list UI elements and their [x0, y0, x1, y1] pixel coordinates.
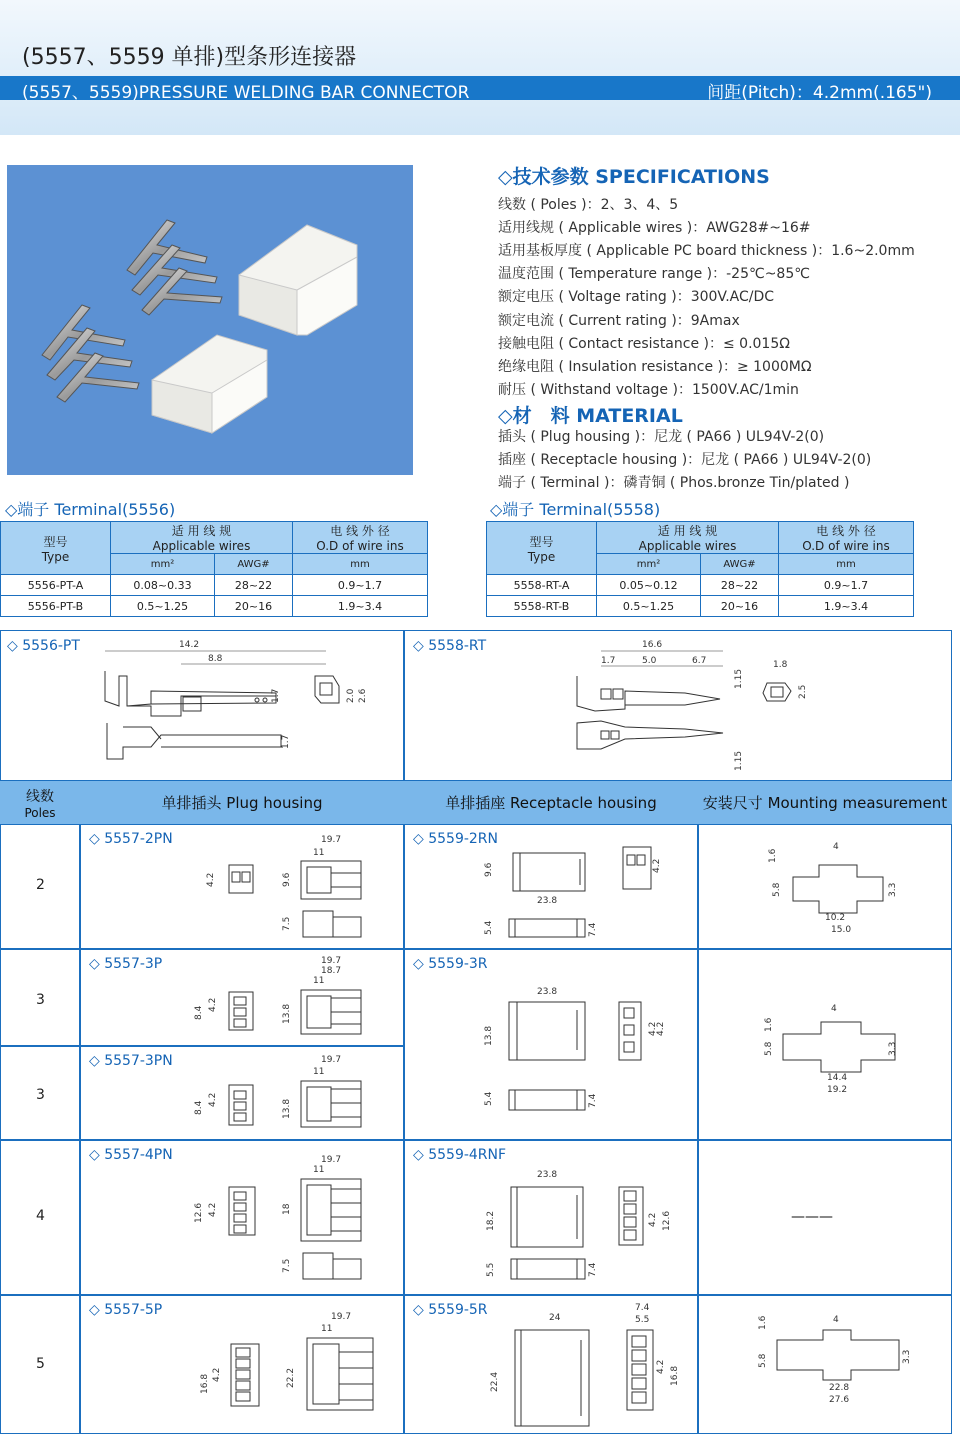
svg-text:4: 4: [833, 1315, 839, 1325]
svg-text:24: 24: [549, 1313, 561, 1323]
part-label: ◇ 5557-3PN: [89, 1053, 173, 1069]
specs-heading: ◇技术参数 SPECIFICATIONS: [498, 166, 770, 188]
svg-text:1.7: 1.7: [281, 734, 291, 749]
svg-text:5.8: 5.8: [764, 1041, 774, 1056]
receptacle-cell: [404, 1140, 698, 1295]
table-cell: 5556-PT-B: [1, 596, 111, 617]
svg-text:5.4: 5.4: [484, 1091, 494, 1106]
plug-cell: [80, 1046, 404, 1140]
svg-text:5.5: 5.5: [635, 1315, 650, 1325]
svg-text:18: 18: [282, 1203, 292, 1215]
svg-text:1.6: 1.6: [764, 1017, 774, 1032]
spec-line: 适用线规 ( Applicable wires )：AWG28#~16#: [498, 220, 811, 236]
pitch-label: 间距(Pitch)：4.2mm(.165"): [707, 83, 932, 103]
pole-count: 5: [36, 1356, 45, 1372]
grid-header-plug: 单排插头 Plug housing: [80, 781, 404, 824]
table-cell: 0.08~0.33: [111, 575, 215, 596]
table-subheader: mm²: [597, 554, 701, 575]
spec-line: 额定电压 ( Voltage rating )：300V.AC/DC: [498, 289, 775, 305]
table-cell: 20~16: [701, 596, 779, 617]
pole-count: 3: [36, 1087, 45, 1103]
part-label: ◇ 5559-4RNF: [413, 1147, 507, 1163]
svg-text:19.7: 19.7: [321, 956, 342, 966]
table-header: 型号 Type: [487, 522, 597, 575]
table-cell: 5556-PT-A: [1, 575, 111, 596]
terminal-5558-drawing: [404, 630, 952, 781]
svg-text:7.4: 7.4: [588, 1093, 598, 1108]
table-cell: 0.9~1.7: [779, 575, 914, 596]
table-cell: 1.9~3.4: [779, 596, 914, 617]
pole-cell: [0, 1295, 80, 1434]
svg-text:7.5: 7.5: [282, 1258, 292, 1273]
svg-text:2.6: 2.6: [358, 688, 368, 703]
spec-line: 接触电阻 ( Contact resistance )：≤ 0.015Ω: [498, 336, 790, 352]
header-bar: [0, 76, 960, 103]
pole-cell: [0, 1140, 80, 1295]
table-row: [487, 575, 914, 596]
table-row: [487, 596, 914, 617]
svg-text:13.8: 13.8: [282, 1098, 292, 1119]
material-line: 插头 ( Plug housing )：尼龙 ( PA66 ) UL94V-2(0): [498, 429, 825, 445]
spec-line: 额定电流 ( Current rating )：9Amax: [498, 313, 740, 329]
table-subheader: mm: [779, 554, 914, 575]
svg-text:1.15: 1.15: [734, 750, 744, 771]
plug-cell: [80, 824, 404, 949]
svg-text:3.3: 3.3: [888, 882, 898, 897]
svg-text:7.4: 7.4: [588, 1262, 598, 1277]
material-heading: ◇材 料 MATERIAL: [498, 405, 683, 427]
svg-text:5.8: 5.8: [772, 882, 782, 897]
plug-cell: [80, 1295, 404, 1434]
svg-text:1.8: 1.8: [773, 660, 788, 670]
pole-cell: [0, 949, 80, 1046]
spec-line: 线数 ( Poles )：2、3、4、5: [498, 197, 679, 213]
terminal-5556-table: [0, 521, 428, 617]
svg-text:16.6: 16.6: [642, 640, 663, 650]
table-subheader: AWG#: [701, 554, 779, 575]
svg-text:23.8: 23.8: [537, 1170, 558, 1180]
svg-text:9.6: 9.6: [484, 862, 494, 877]
plug-cell: [80, 1140, 404, 1295]
table-subheader: mm²: [111, 554, 215, 575]
svg-text:3.3: 3.3: [902, 1349, 912, 1364]
svg-text:10.2: 10.2: [825, 913, 846, 923]
svg-text:6.7: 6.7: [692, 656, 707, 666]
svg-text:22.4: 22.4: [490, 1371, 500, 1392]
svg-text:11: 11: [313, 1067, 325, 1077]
page-subtitle: (5557、5559)PRESSURE WELDING BAR CONNECTOR: [22, 83, 470, 103]
svg-text:2.0: 2.0: [346, 688, 356, 703]
svg-text:4.2: 4.2: [208, 1202, 218, 1217]
table-cell: 20~16: [215, 596, 293, 617]
material-line: 插座 ( Receptacle housing )：尼龙 ( PA66 ) UL94V-2(0): [498, 452, 872, 468]
svg-text:16.8: 16.8: [200, 1373, 210, 1394]
svg-text:4.2: 4.2: [648, 1021, 658, 1036]
table-cell: 0.9~1.7: [293, 575, 428, 596]
svg-text:19.7: 19.7: [321, 1155, 342, 1165]
svg-text:11: 11: [321, 1324, 333, 1334]
mounting-cell: [698, 1295, 952, 1434]
drawing-label: ◇ 5558-RT: [413, 638, 487, 654]
table-cell: 28~22: [701, 575, 779, 596]
part-label: ◇ 5557-3P: [89, 956, 163, 972]
table-subheader: mm: [293, 554, 428, 575]
svg-text:5.8: 5.8: [758, 1353, 768, 1368]
svg-text:4: 4: [833, 842, 839, 852]
svg-text:1.7: 1.7: [601, 656, 616, 666]
terminal-5558-heading: ◇端子 Terminal(5558): [490, 500, 661, 519]
pole-count: 2: [36, 877, 45, 893]
part-label: ◇ 5559-5R: [413, 1302, 488, 1318]
svg-text:15.0: 15.0: [831, 925, 852, 935]
svg-text:4.2: 4.2: [212, 1367, 222, 1382]
svg-text:7.4: 7.4: [588, 922, 598, 937]
svg-text:4: 4: [831, 1004, 837, 1014]
svg-text:13.8: 13.8: [282, 1003, 292, 1024]
mounting-cell: [698, 1140, 952, 1295]
table-header: 适 用 线 规 Applicable wires: [597, 522, 779, 554]
svg-text:23.8: 23.8: [537, 987, 558, 997]
grid-header-receptacle: 单排插座 Receptacle housing: [404, 781, 698, 824]
table-header: 型号 Type: [1, 522, 111, 575]
part-label: ◇ 5557-2PN: [89, 831, 173, 847]
svg-text:27.6: 27.6: [829, 1395, 850, 1405]
svg-text:4.2: 4.2: [652, 858, 662, 873]
svg-text:4.2: 4.2: [656, 1359, 666, 1374]
page-title: (5557、5559 单排)型条形连接器: [22, 45, 357, 70]
svg-text:19.7: 19.7: [321, 835, 342, 845]
grid-header-poles: 线数 Poles: [0, 781, 80, 824]
svg-text:11: 11: [313, 848, 325, 858]
pole-cell: [0, 1046, 80, 1140]
table-header: 适 用 线 规 Applicable wires: [111, 522, 293, 554]
svg-text:1.6: 1.6: [768, 848, 778, 863]
svg-text:19.7: 19.7: [321, 1055, 342, 1065]
spec-line: 绝缘电阻 ( Insulation resistance )：≥ 1000MΩ: [498, 359, 812, 375]
svg-text:22.2: 22.2: [286, 1367, 296, 1388]
svg-text:12.6: 12.6: [194, 1202, 204, 1223]
page-header: [0, 0, 960, 135]
part-label: ◇ 5559-3R: [413, 956, 488, 972]
svg-text:11: 11: [313, 976, 325, 986]
table-header: 电 线 外 径 O.D of wire ins: [293, 522, 428, 554]
table-cell: 0.5~1.25: [111, 596, 215, 617]
svg-text:19.2: 19.2: [827, 1085, 848, 1095]
spec-line: 适用基板厚度 ( Applicable PC board thickness )：1.6~2.0mm: [498, 243, 915, 259]
svg-text:13.8: 13.8: [484, 1025, 494, 1046]
svg-text:11: 11: [313, 1165, 325, 1175]
table-subheader: AWG#: [215, 554, 293, 575]
svg-text:2.5: 2.5: [798, 684, 808, 699]
svg-text:4.2: 4.2: [208, 1092, 218, 1107]
svg-text:5.0: 5.0: [642, 656, 657, 666]
plug-cell: [80, 949, 404, 1046]
dim-text: 14.2: [179, 640, 200, 650]
svg-text:5.4: 5.4: [484, 920, 494, 935]
svg-text:1.7: 1.7: [271, 688, 281, 703]
svg-text:3.3: 3.3: [888, 1041, 898, 1056]
svg-text:23.8: 23.8: [537, 896, 558, 906]
svg-text:18.7: 18.7: [321, 966, 342, 976]
dim-text: 8.8: [208, 654, 223, 664]
svg-text:14.4: 14.4: [827, 1073, 848, 1083]
table-cell: 5558-RT-B: [487, 596, 597, 617]
mounting-none: ———: [791, 1209, 833, 1225]
pole-cell: [0, 824, 80, 949]
pole-count: 4: [36, 1208, 45, 1224]
terminal-5556-heading: ◇端子 Terminal(5556): [5, 500, 176, 519]
terminal-5556-drawing: [0, 630, 404, 781]
product-photo: [7, 165, 413, 475]
svg-text:7.4: 7.4: [635, 1303, 650, 1313]
svg-text:1.15: 1.15: [734, 668, 744, 689]
table-cell: 1.9~3.4: [293, 596, 428, 617]
table-cell: 5558-RT-A: [487, 575, 597, 596]
mounting-cell: [698, 949, 952, 1140]
svg-text:4.2: 4.2: [208, 997, 218, 1012]
table-row: [1, 596, 428, 617]
mounting-cell: [698, 824, 952, 949]
terminal-5558-table: [486, 521, 914, 617]
table-cell: 0.5~1.25: [597, 596, 701, 617]
svg-text:4.2: 4.2: [648, 1212, 658, 1227]
table-header: 电 线 外 径 O.D of wire ins: [779, 522, 914, 554]
svg-text:9.6: 9.6: [282, 872, 292, 887]
svg-text:5.5: 5.5: [486, 1262, 496, 1277]
svg-text:19.7: 19.7: [331, 1312, 352, 1322]
grid-header-mounting: 安装尺寸 Mounting measurement: [698, 781, 952, 824]
svg-text:8.4: 8.4: [194, 1100, 204, 1115]
receptacle-cell: [404, 1295, 698, 1434]
spec-line: 温度范围 ( Temperature range )：-25℃~85℃: [498, 266, 810, 282]
table-cell: 28~22: [215, 575, 293, 596]
svg-text:7.5: 7.5: [282, 916, 292, 931]
svg-text:18.2: 18.2: [486, 1210, 496, 1231]
svg-text:16.8: 16.8: [670, 1365, 680, 1386]
svg-text:4.2: 4.2: [656, 1021, 666, 1036]
svg-text:12.6: 12.6: [662, 1210, 672, 1231]
table-cell: 0.05~0.12: [597, 575, 701, 596]
part-label: ◇ 5557-4PN: [89, 1147, 173, 1163]
drawing-label: ◇ 5556-PT: [7, 638, 80, 654]
svg-text:22.8: 22.8: [829, 1383, 850, 1393]
material-line: 端子 ( Terminal )：磷青铜 ( Phos.bronze Tin/plated ): [498, 475, 850, 491]
part-label: ◇ 5559-2RN: [413, 831, 499, 847]
part-label: ◇ 5557-5P: [89, 1302, 163, 1318]
receptacle-cell: [404, 824, 698, 949]
spec-line: 耐压 ( Withstand voltage )：1500V.AC/1min: [498, 382, 799, 398]
pole-count: 3: [36, 992, 45, 1008]
svg-text:1.6: 1.6: [758, 1315, 768, 1330]
svg-text:8.4: 8.4: [194, 1005, 204, 1020]
svg-text:4.2: 4.2: [206, 872, 216, 887]
table-row: [1, 575, 428, 596]
receptacle-cell: [404, 949, 698, 1140]
